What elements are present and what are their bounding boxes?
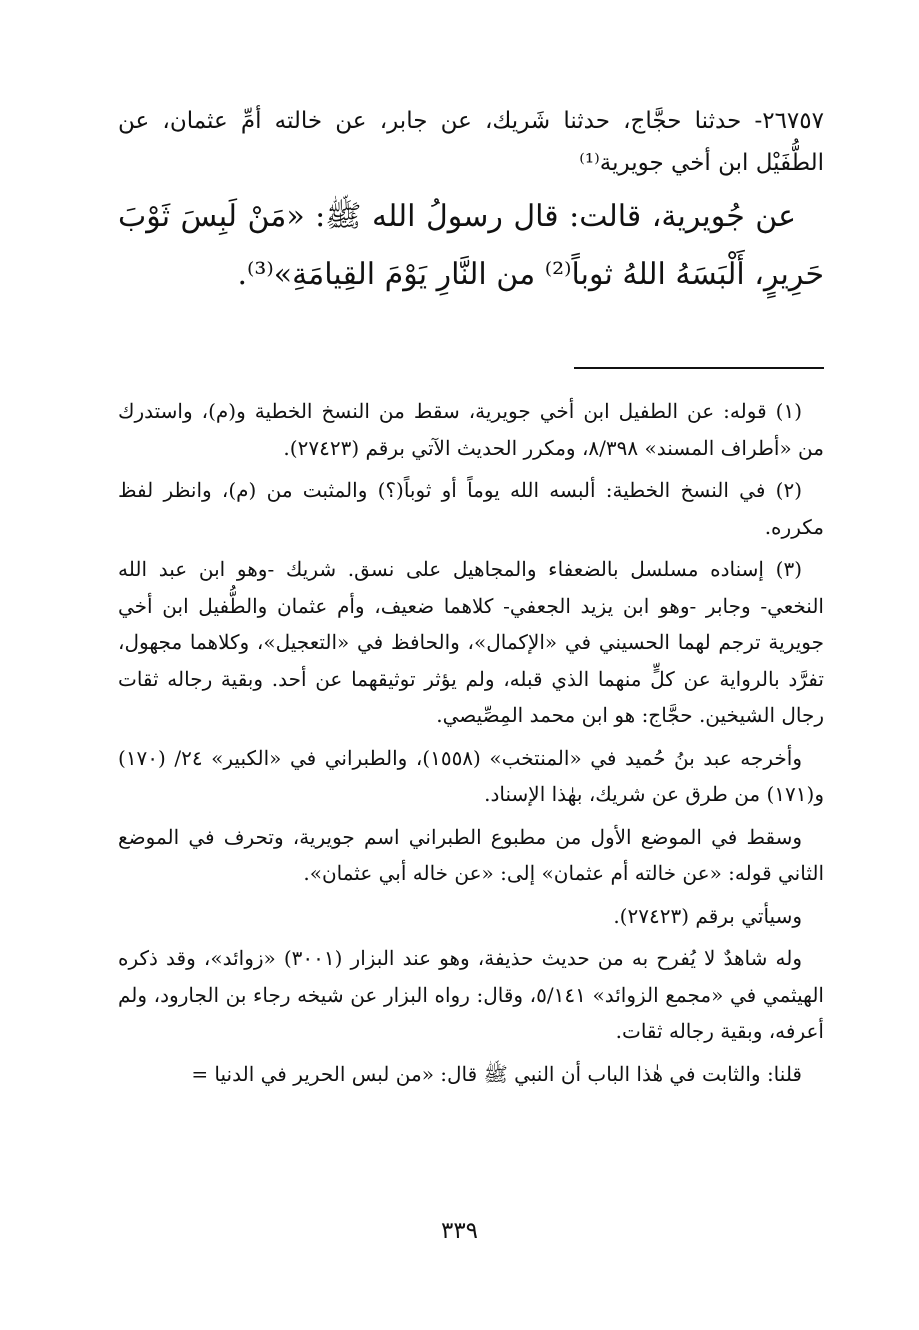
footnote-3-shahid: وله شاهدٌ لا يُفرح به من حديث حذيفة، وهو عند البزار (٣٠٠١) «زوائد»، وقد ذكره الهيثمي في «مجمع الزوائد» ٥/١٤١، وقال: رواه البزار عن شيخه رجاء بن الجارود، ولم أعرفه، وبقية رجاله ثقات. bbox=[118, 946, 824, 1043]
footnote-2: (٢) في النسخ الخطية: ألبسه الله يوماً أو ثوباً(؟) والمثبت من (م)، وانظر لفظ مكرره. bbox=[118, 478, 824, 539]
hadith-isnad: ٢٦٧٥٧- حدثنا حجَّاج، حدثنا شَريك، عن جابر، عن خالته أمِّ عثمان، عن الطُّفَيْل ابن أخي جويرية⁽¹⁾ bbox=[118, 108, 824, 176]
footnote-3-crossref: وسيأتي برقم (٢٧٤٢٣). bbox=[613, 903, 802, 928]
hadith-matn: عن جُويرية، قالت: قال رسولُ الله ﷺ: «مَنْ لَبِسَ ثَوْبَ حَرِيرٍ، أَلْبَسَهُ اللهُ ثوباً⁽²⁾ من النَّارِ يَوْمَ القِيامَةِ»⁽³⁾. bbox=[118, 199, 824, 292]
footnote-1: (١) قوله: عن الطفيل ابن أخي جويرية، سقط من النسخ الخطية و(م)، واستدرك من «أطراف المسند» ٨/٣٩٨، ومكرر الحديث الآتي برقم (٢٧٤٢٣). bbox=[118, 399, 824, 460]
footnote-3: (٣) إسناده مسلسل بالضعفاء والمجاهيل على نسق. شريك -وهو ابن عبد الله النخعي- وجابر -وهو ابن يزيد الجعفي- كلاهما ضعيف، وأم عثمان والطُّفيل ابن أخي جويرية ترجم لهما الحسيني في «الإكمال»، والحافظ في «التعجيل»، وكلاهما مجهول، تفرَّد بالرواية عن كلٍّ منهما الذي قبله، ولم يؤثر توثيقهما عن أحد. وبقية رجاله ثقات رجال الشيخين. حجَّاج: هو ابن محمد المِصِّيصي. bbox=[118, 557, 824, 727]
page-number: ٣٣٩ bbox=[440, 1218, 479, 1244]
footnotes-section bbox=[118, 393, 824, 1098]
footnote-3-note: وسقط في الموضع الأول من مطبوع الطبراني اسم جويرية، وتحرف في الموضع الثاني قوله: «عن خالته أم عثمان» إلى: «عن خاله أبي عثمان». bbox=[118, 824, 824, 885]
footnote-3-conclusion: قلنا: والثابت في هٰذا الباب أن النبي ﷺ قال: «من لبس الحرير في الدنيا = bbox=[191, 1061, 802, 1086]
hadith-text bbox=[118, 100, 824, 304]
footnote-separator bbox=[574, 367, 824, 369]
footnote-3-takhrij: وأخرجه عبد بنُ حُميد في «المنتخب» (١٥٥٨)، والطبراني في «الكبير» ٢٤/ (١٧٠) و(١٧١) من طرق عن شريك، بهٰذا الإسناد. bbox=[118, 745, 824, 806]
